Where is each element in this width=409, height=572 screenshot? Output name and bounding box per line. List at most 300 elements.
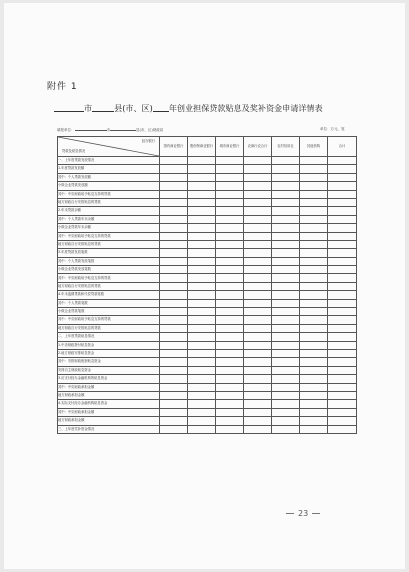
data-cell[interactable] bbox=[244, 232, 272, 240]
data-cell[interactable] bbox=[216, 157, 244, 165]
data-cell[interactable] bbox=[328, 341, 357, 349]
data-cell[interactable] bbox=[272, 316, 300, 324]
data-cell[interactable] bbox=[188, 215, 216, 223]
data-cell[interactable] bbox=[328, 182, 357, 190]
data-cell[interactable] bbox=[160, 400, 188, 408]
data-cell[interactable] bbox=[160, 358, 188, 366]
row-label: 小微企业贷款发放笔数 bbox=[58, 266, 160, 274]
data-cell[interactable] bbox=[272, 190, 300, 198]
page-number-value: 23 bbox=[298, 509, 309, 518]
row-label: 一、上年度贷款发放情况 bbox=[58, 157, 160, 165]
data-cell[interactable] bbox=[216, 383, 244, 391]
data-cell[interactable] bbox=[328, 165, 357, 173]
title-city: 市 bbox=[84, 103, 93, 113]
data-cell[interactable] bbox=[300, 215, 328, 223]
data-cell[interactable] bbox=[188, 198, 216, 206]
data-cell[interactable] bbox=[328, 425, 357, 433]
data-cell[interactable] bbox=[328, 266, 357, 274]
data-cell[interactable] bbox=[188, 274, 216, 282]
data-cell[interactable] bbox=[216, 207, 244, 215]
data-cell[interactable] bbox=[300, 240, 328, 248]
data-cell[interactable] bbox=[244, 366, 272, 374]
data-cell[interactable] bbox=[328, 173, 357, 181]
data-cell[interactable] bbox=[188, 316, 216, 324]
data-cell[interactable] bbox=[188, 182, 216, 190]
data-cell[interactable] bbox=[216, 173, 244, 181]
data-cell[interactable] bbox=[216, 291, 244, 299]
data-cell[interactable] bbox=[272, 349, 300, 357]
data-cell[interactable] bbox=[188, 333, 216, 341]
data-cell[interactable] bbox=[300, 308, 328, 316]
data-cell[interactable] bbox=[244, 266, 272, 274]
data-cell[interactable] bbox=[300, 383, 328, 391]
data-cell[interactable] bbox=[216, 198, 244, 206]
document-page bbox=[4, 3, 405, 569]
data-cell[interactable] bbox=[244, 408, 272, 416]
data-cell[interactable] bbox=[216, 190, 244, 198]
data-cell[interactable] bbox=[272, 383, 300, 391]
row-label: 其中：安排财政配套贴息资金 bbox=[58, 358, 160, 366]
data-cell[interactable] bbox=[328, 324, 357, 332]
row-label: 其中：个人贷款笔数 bbox=[58, 299, 160, 307]
data-cell[interactable] bbox=[328, 417, 357, 425]
data-cell[interactable] bbox=[300, 400, 328, 408]
page-number bbox=[282, 509, 324, 518]
data-cell[interactable] bbox=[300, 190, 328, 198]
data-cell[interactable] bbox=[160, 215, 188, 223]
data-cell[interactable] bbox=[244, 291, 272, 299]
data-cell[interactable] bbox=[300, 198, 328, 206]
data-cell[interactable] bbox=[160, 249, 188, 257]
data-cell[interactable] bbox=[244, 165, 272, 173]
data-cell[interactable] bbox=[244, 391, 272, 399]
data-cell[interactable] bbox=[300, 299, 328, 307]
table-row bbox=[58, 207, 357, 215]
data-cell[interactable] bbox=[216, 316, 244, 324]
table-row bbox=[58, 165, 357, 173]
data-cell[interactable] bbox=[300, 417, 328, 425]
table-row bbox=[58, 341, 357, 349]
data-cell[interactable] bbox=[272, 182, 300, 190]
data-cell[interactable] bbox=[188, 349, 216, 357]
data-cell[interactable] bbox=[216, 240, 244, 248]
data-cell[interactable] bbox=[272, 341, 300, 349]
data-cell[interactable] bbox=[244, 358, 272, 366]
data-cell[interactable] bbox=[272, 282, 300, 290]
data-cell[interactable] bbox=[272, 324, 300, 332]
data-cell[interactable] bbox=[188, 224, 216, 232]
data-cell[interactable] bbox=[160, 157, 188, 165]
column-header bbox=[188, 137, 216, 157]
data-cell[interactable] bbox=[160, 324, 188, 332]
data-cell[interactable] bbox=[188, 358, 216, 366]
data-cell[interactable] bbox=[160, 165, 188, 173]
data-cell[interactable] bbox=[244, 299, 272, 307]
row-label: 二、上年度贷款贴息情况 bbox=[58, 333, 160, 341]
data-cell[interactable] bbox=[328, 391, 357, 399]
data-cell[interactable] bbox=[328, 349, 357, 357]
column-header-label: 国有商业银行 bbox=[163, 144, 184, 149]
title-main: 年创业担保贷款贴息及奖补资金申请详情表 bbox=[168, 103, 323, 113]
row-label: 小微企业贷款年末余额 bbox=[58, 224, 160, 232]
data-cell[interactable] bbox=[216, 408, 244, 416]
data-cell[interactable] bbox=[160, 417, 188, 425]
data-cell[interactable] bbox=[244, 257, 272, 265]
data-cell[interactable] bbox=[300, 266, 328, 274]
data-cell[interactable] bbox=[272, 173, 300, 181]
data-cell[interactable] bbox=[160, 282, 188, 290]
corner-header-cell bbox=[58, 137, 160, 157]
data-cell[interactable] bbox=[328, 190, 357, 198]
data-cell[interactable] bbox=[300, 358, 328, 366]
fill-unit-blank[interactable] bbox=[75, 127, 107, 131]
data-cell[interactable] bbox=[328, 215, 357, 223]
data-cell[interactable] bbox=[300, 282, 328, 290]
data-cell[interactable] bbox=[244, 224, 272, 232]
data-cell[interactable] bbox=[300, 224, 328, 232]
data-cell[interactable] bbox=[216, 375, 244, 383]
table-row bbox=[58, 358, 357, 366]
data-cell[interactable] bbox=[216, 257, 244, 265]
data-cell[interactable] bbox=[216, 366, 244, 374]
data-cell[interactable] bbox=[300, 232, 328, 240]
column-header-label: 农村信用社 bbox=[277, 144, 294, 149]
data-cell[interactable] bbox=[188, 391, 216, 399]
data-cell[interactable] bbox=[272, 375, 300, 383]
row-label: 3.年度贷款发放笔数 bbox=[58, 249, 160, 257]
data-cell[interactable] bbox=[300, 341, 328, 349]
data-cell[interactable] bbox=[272, 207, 300, 215]
data-cell[interactable] bbox=[188, 308, 216, 316]
data-cell[interactable] bbox=[272, 215, 300, 223]
table-row bbox=[58, 324, 357, 332]
data-cell[interactable] bbox=[328, 257, 357, 265]
data-cell[interactable] bbox=[216, 324, 244, 332]
data-cell[interactable] bbox=[328, 400, 357, 408]
data-cell[interactable] bbox=[300, 324, 328, 332]
data-cell[interactable] bbox=[272, 358, 300, 366]
data-cell[interactable] bbox=[160, 232, 188, 240]
table-header-row bbox=[58, 137, 357, 157]
data-cell[interactable] bbox=[216, 266, 244, 274]
county-blank[interactable] bbox=[92, 103, 114, 112]
data-cell[interactable] bbox=[272, 224, 300, 232]
data-cell[interactable] bbox=[188, 249, 216, 257]
table-row bbox=[58, 232, 357, 240]
data-cell[interactable] bbox=[244, 400, 272, 408]
data-cell[interactable] bbox=[328, 232, 357, 240]
table-row bbox=[58, 366, 357, 374]
data-cell[interactable] bbox=[272, 232, 300, 240]
data-cell[interactable] bbox=[300, 207, 328, 215]
data-cell[interactable] bbox=[216, 282, 244, 290]
data-cell[interactable] bbox=[188, 366, 216, 374]
data-cell[interactable] bbox=[216, 333, 244, 341]
data-cell[interactable] bbox=[160, 299, 188, 307]
page-title bbox=[54, 103, 374, 114]
data-cell[interactable] bbox=[244, 182, 272, 190]
data-cell[interactable] bbox=[328, 358, 357, 366]
data-cell[interactable] bbox=[272, 198, 300, 206]
row-label: 地方财政承担金额 bbox=[58, 417, 160, 425]
data-cell[interactable] bbox=[216, 349, 244, 357]
data-cell[interactable] bbox=[188, 341, 216, 349]
data-cell[interactable] bbox=[244, 274, 272, 282]
data-cell[interactable] bbox=[216, 308, 244, 316]
data-cell[interactable] bbox=[300, 274, 328, 282]
data-cell[interactable] bbox=[216, 341, 244, 349]
data-cell[interactable] bbox=[216, 391, 244, 399]
data-cell[interactable] bbox=[272, 408, 300, 416]
data-cell[interactable] bbox=[160, 190, 188, 198]
data-cell[interactable] bbox=[328, 333, 357, 341]
data-cell[interactable] bbox=[272, 425, 300, 433]
data-cell[interactable] bbox=[244, 333, 272, 341]
data-cell[interactable] bbox=[216, 400, 244, 408]
data-cell[interactable] bbox=[160, 274, 188, 282]
data-cell[interactable] bbox=[244, 198, 272, 206]
data-cell[interactable] bbox=[188, 266, 216, 274]
data-cell[interactable] bbox=[300, 375, 328, 383]
data-cell[interactable] bbox=[328, 291, 357, 299]
data-cell[interactable] bbox=[188, 425, 216, 433]
data-cell[interactable] bbox=[300, 425, 328, 433]
data-cell[interactable] bbox=[244, 375, 272, 383]
data-cell[interactable] bbox=[272, 165, 300, 173]
data-cell[interactable] bbox=[300, 291, 328, 299]
data-cell[interactable] bbox=[160, 349, 188, 357]
data-cell[interactable] bbox=[160, 408, 188, 416]
table-row bbox=[58, 333, 357, 341]
data-cell[interactable] bbox=[272, 240, 300, 248]
data-cell[interactable] bbox=[328, 274, 357, 282]
data-cell[interactable] bbox=[160, 240, 188, 248]
data-cell[interactable] bbox=[300, 316, 328, 324]
data-cell[interactable] bbox=[188, 207, 216, 215]
data-cell[interactable] bbox=[244, 417, 272, 425]
data-cell[interactable] bbox=[188, 257, 216, 265]
row-label: 小微企业贷款笔数 bbox=[58, 308, 160, 316]
table-row bbox=[58, 417, 357, 425]
data-cell[interactable] bbox=[216, 425, 244, 433]
corner-top-label: 经办银行 bbox=[141, 139, 155, 143]
data-cell[interactable] bbox=[160, 375, 188, 383]
data-cell[interactable] bbox=[244, 173, 272, 181]
data-cell[interactable] bbox=[328, 157, 357, 165]
table-row bbox=[58, 291, 357, 299]
data-cell[interactable] bbox=[244, 282, 272, 290]
data-cell[interactable] bbox=[300, 366, 328, 374]
column-header bbox=[160, 137, 188, 157]
data-cell[interactable] bbox=[328, 375, 357, 383]
data-cell[interactable] bbox=[160, 257, 188, 265]
data-cell[interactable] bbox=[188, 408, 216, 416]
data-cell[interactable] bbox=[160, 207, 188, 215]
data-cell[interactable] bbox=[160, 266, 188, 274]
data-cell[interactable] bbox=[328, 224, 357, 232]
row-label: 地方财政自行安排贴息的贷款 bbox=[58, 282, 160, 290]
application-table bbox=[57, 136, 357, 434]
row-label: 4.实际支付经办金融机构贴息资金 bbox=[58, 400, 160, 408]
data-cell[interactable] bbox=[300, 257, 328, 265]
data-cell[interactable] bbox=[300, 333, 328, 341]
table-row bbox=[58, 266, 357, 274]
data-cell[interactable] bbox=[300, 173, 328, 181]
column-header bbox=[272, 137, 300, 157]
table-row bbox=[58, 224, 357, 232]
data-cell[interactable] bbox=[244, 383, 272, 391]
data-cell[interactable] bbox=[244, 215, 272, 223]
data-cell[interactable] bbox=[216, 299, 244, 307]
table-row bbox=[58, 375, 357, 383]
data-cell[interactable] bbox=[216, 417, 244, 425]
data-cell[interactable] bbox=[328, 249, 357, 257]
table-row bbox=[58, 240, 357, 248]
table-body bbox=[58, 157, 357, 434]
data-cell[interactable] bbox=[328, 198, 357, 206]
data-cell[interactable] bbox=[244, 249, 272, 257]
data-cell[interactable] bbox=[272, 299, 300, 307]
data-cell[interactable] bbox=[216, 358, 244, 366]
data-cell[interactable] bbox=[216, 274, 244, 282]
data-cell[interactable] bbox=[188, 400, 216, 408]
data-cell[interactable] bbox=[272, 391, 300, 399]
data-cell[interactable] bbox=[188, 157, 216, 165]
data-cell[interactable] bbox=[188, 417, 216, 425]
data-cell[interactable] bbox=[160, 182, 188, 190]
table-row bbox=[58, 349, 357, 357]
data-cell[interactable] bbox=[300, 157, 328, 165]
row-label: 其中：中央财政给予贴息支持的贷款 bbox=[58, 190, 160, 198]
meta-county: 县(市、区)财政局 bbox=[136, 128, 164, 132]
table-row bbox=[58, 282, 357, 290]
data-cell[interactable] bbox=[188, 375, 216, 383]
data-cell[interactable] bbox=[188, 173, 216, 181]
data-cell[interactable] bbox=[272, 308, 300, 316]
data-cell[interactable] bbox=[328, 282, 357, 290]
meta-county-blank[interactable] bbox=[110, 127, 136, 131]
table-row bbox=[58, 257, 357, 265]
data-cell[interactable] bbox=[188, 165, 216, 173]
page-number-dash bbox=[286, 513, 294, 514]
data-cell[interactable] bbox=[272, 366, 300, 374]
table-row bbox=[58, 299, 357, 307]
data-cell[interactable] bbox=[300, 165, 328, 173]
data-cell[interactable] bbox=[160, 391, 188, 399]
data-cell[interactable] bbox=[216, 182, 244, 190]
data-cell[interactable] bbox=[300, 249, 328, 257]
data-cell[interactable] bbox=[160, 224, 188, 232]
data-cell[interactable] bbox=[216, 215, 244, 223]
data-cell[interactable] bbox=[244, 425, 272, 433]
data-cell[interactable] bbox=[216, 224, 244, 232]
data-cell[interactable] bbox=[244, 190, 272, 198]
data-cell[interactable] bbox=[244, 157, 272, 165]
data-cell[interactable] bbox=[216, 249, 244, 257]
data-cell[interactable] bbox=[188, 383, 216, 391]
data-cell[interactable] bbox=[160, 173, 188, 181]
row-label: 3.应支付经办金融机构的贴息资金 bbox=[58, 375, 160, 383]
table-row bbox=[58, 173, 357, 181]
data-cell[interactable] bbox=[244, 341, 272, 349]
column-header-label: 农商行农合行 bbox=[247, 144, 268, 149]
row-label: 其中：个人贷款年末余额 bbox=[58, 215, 160, 223]
data-cell[interactable] bbox=[188, 282, 216, 290]
column-header-label: 股份制商业银行 bbox=[189, 144, 214, 149]
city-blank[interactable] bbox=[54, 103, 84, 112]
data-cell[interactable] bbox=[160, 316, 188, 324]
data-cell[interactable] bbox=[244, 240, 272, 248]
row-label: 其中：中央财政承担金额 bbox=[58, 383, 160, 391]
data-cell[interactable] bbox=[244, 324, 272, 332]
data-cell[interactable] bbox=[272, 417, 300, 425]
data-cell[interactable] bbox=[216, 232, 244, 240]
table-row bbox=[58, 308, 357, 316]
row-label: 1.年度贷款发放额 bbox=[58, 165, 160, 173]
data-cell[interactable] bbox=[160, 366, 188, 374]
year-blank[interactable] bbox=[153, 103, 169, 112]
table-row bbox=[58, 274, 357, 282]
data-cell[interactable] bbox=[328, 316, 357, 324]
data-cell[interactable] bbox=[272, 291, 300, 299]
data-cell[interactable] bbox=[328, 308, 357, 316]
column-header bbox=[244, 137, 272, 157]
data-cell[interactable] bbox=[328, 299, 357, 307]
data-cell[interactable] bbox=[160, 425, 188, 433]
data-cell[interactable] bbox=[188, 324, 216, 332]
data-cell[interactable] bbox=[160, 308, 188, 316]
data-cell[interactable] bbox=[328, 366, 357, 374]
data-cell[interactable] bbox=[160, 198, 188, 206]
data-cell[interactable] bbox=[328, 240, 357, 248]
data-cell[interactable] bbox=[160, 341, 188, 349]
data-cell[interactable] bbox=[272, 333, 300, 341]
data-cell[interactable] bbox=[244, 316, 272, 324]
data-cell[interactable] bbox=[244, 207, 272, 215]
data-cell[interactable] bbox=[272, 274, 300, 282]
data-cell[interactable] bbox=[188, 299, 216, 307]
column-header bbox=[300, 137, 328, 157]
data-cell[interactable] bbox=[244, 308, 272, 316]
table-row bbox=[58, 400, 357, 408]
table-row bbox=[58, 391, 357, 399]
data-cell[interactable] bbox=[160, 291, 188, 299]
column-header-label: 其他机构 bbox=[306, 144, 321, 149]
data-cell[interactable] bbox=[328, 383, 357, 391]
data-cell[interactable] bbox=[328, 207, 357, 215]
data-cell[interactable] bbox=[216, 165, 244, 173]
data-cell[interactable] bbox=[272, 266, 300, 274]
data-cell[interactable] bbox=[188, 190, 216, 198]
data-cell[interactable] bbox=[160, 333, 188, 341]
row-label: 2.地方财政安排贴息资金 bbox=[58, 349, 160, 357]
data-cell[interactable] bbox=[272, 400, 300, 408]
data-cell[interactable] bbox=[328, 408, 357, 416]
data-cell[interactable] bbox=[300, 391, 328, 399]
data-cell[interactable] bbox=[188, 291, 216, 299]
data-cell[interactable] bbox=[300, 408, 328, 416]
data-cell[interactable] bbox=[272, 157, 300, 165]
row-label: 其中：中央财政给予贴息支持的贷款 bbox=[58, 274, 160, 282]
data-cell[interactable] bbox=[188, 232, 216, 240]
data-cell[interactable] bbox=[300, 349, 328, 357]
data-cell[interactable] bbox=[272, 249, 300, 257]
data-cell[interactable] bbox=[300, 182, 328, 190]
data-cell[interactable] bbox=[160, 383, 188, 391]
data-cell[interactable] bbox=[272, 257, 300, 265]
data-cell[interactable] bbox=[188, 240, 216, 248]
data-cell[interactable] bbox=[244, 349, 272, 357]
